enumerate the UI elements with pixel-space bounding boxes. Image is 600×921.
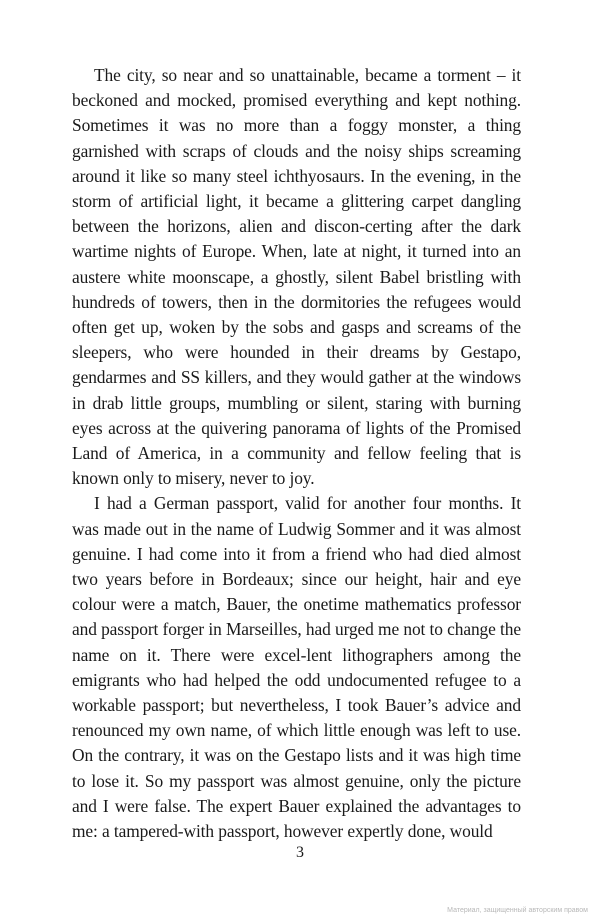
page-body [72,63,521,844]
copyright-watermark: Материал, защищенный авторским правом [447,907,588,914]
paragraph-2: I had a German passport, valid for another four months. It was made out in the name of Ludwig Sommer and it was almost genuine. I had come into it from a friend who had died almost two years before in Bordeaux; since our height, hair and eye colour were a match, Bauer, the onetime mathematics professor and passport forger in Marseilles, had urged me not to change the name on it. There were excel-lent lithographers among the emigrants who had helped the odd undocumented refugee to a workable passport; but nevertheless, I took Bauer’s advice and renounced my own name, of which little enough was left to use. On the contrary, it was on the Gestapo lists and it was high time to lose it. So my passport was almost genuine, only the picture and I were false. The expert Bauer explained the advantages to me: a tampered-with passport, however expertly done, would [72,493,521,842]
paragraph-1: The city, so near and so unattainable, became a torment – it beckoned and mocked, promised everything and kept nothing. Sometimes it was no more than a foggy monster, a thing garnished with scraps of clouds and the noisy ships screaming around it like so many steel ichthyosaurs. In the evening, in the storm of artificial light, it became a glittering carpet dangling between the horizons, alien and discon-certing after the dark wartime nights of Europe. When, late at night, it turned into an austere white moonscape, a ghostly, silent Babel bristling with hundreds of towers, then in the dormitories the refugees would often get up, woken by the sobs and gasps and screams of the sleepers, who were hounded in their dreams by Gestapo, gendarmes and SS killers, and they would gather at the windows in drab little groups, mumbling or silent, staring with burning eyes across at the quivering panorama of lights of the Promised Land of America, in a community and fellow feeling that is known only to misery, never to joy. [72,65,521,489]
page-number: 3 [296,844,304,861]
